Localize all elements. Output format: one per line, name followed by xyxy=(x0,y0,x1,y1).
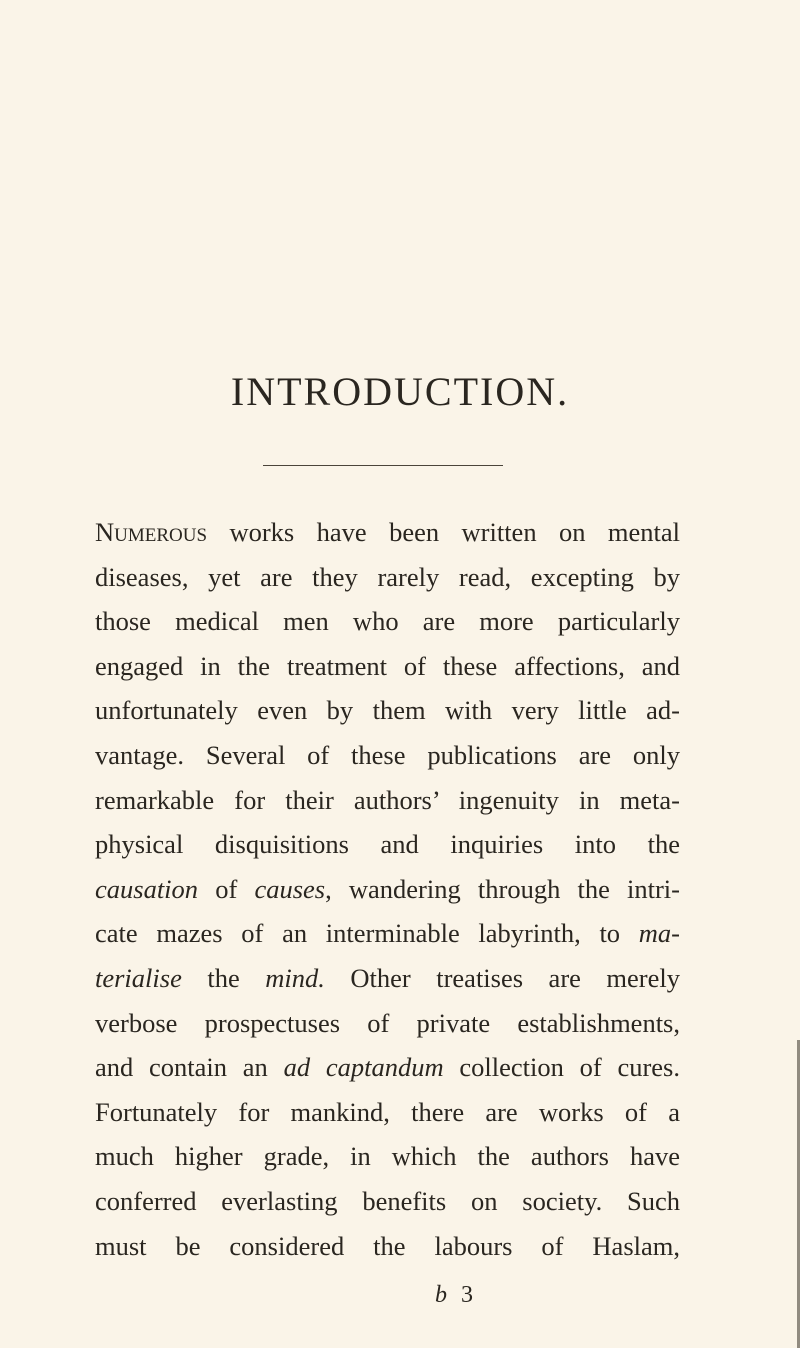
text-line xyxy=(95,1001,680,1046)
signature-letter: b xyxy=(435,1282,447,1308)
heading-rule xyxy=(263,465,503,466)
text-line xyxy=(95,1045,680,1090)
text-line xyxy=(95,599,680,644)
line-text: Other treatises are merely xyxy=(324,962,680,993)
line-text: cate mazes of an interminable labyrinth, to xyxy=(95,918,639,949)
line-text: those medical men who are more particularly xyxy=(95,606,680,637)
line-text: unfortunately even by them with very little ad- xyxy=(95,695,680,726)
line-text: physical disquisitions and inquiries into the xyxy=(95,829,680,860)
chapter-heading: INTRODUCTION. xyxy=(230,369,570,414)
line-text: conferred everlasting benefits on society. Such xyxy=(95,1185,680,1216)
line-text: much higher grade, in which the authors have xyxy=(95,1141,680,1172)
text-line xyxy=(95,510,680,555)
italic-text: ad captandum xyxy=(283,1052,444,1083)
text-line xyxy=(95,822,680,867)
text-line xyxy=(95,555,680,600)
text-line xyxy=(95,1134,680,1179)
text-line xyxy=(95,778,680,823)
line-text: must be considered the labours of Haslam, xyxy=(95,1230,680,1261)
line-text: the xyxy=(181,962,266,993)
text-line xyxy=(95,733,680,778)
line-text: , wandering through the intri- xyxy=(325,873,680,904)
text-line xyxy=(95,867,680,912)
line-text: and contain an xyxy=(95,1052,284,1083)
italic-text: mind. xyxy=(265,962,325,993)
line-text: collection of cures. xyxy=(443,1052,680,1083)
text-line xyxy=(95,1224,680,1269)
text-line xyxy=(95,956,680,1001)
signature-mark xyxy=(435,1282,473,1309)
text-line xyxy=(95,1179,680,1224)
italic-text: causation xyxy=(95,873,199,904)
italic-text: causes xyxy=(254,873,326,904)
text-line xyxy=(95,1090,680,1135)
italic-text: ma- xyxy=(638,918,680,949)
text-line xyxy=(95,688,680,733)
text-line xyxy=(95,644,680,689)
line-text: vantage. Several of these publications are only xyxy=(95,739,680,770)
text-line xyxy=(95,911,680,956)
body-paragraph xyxy=(95,510,680,1268)
signature-number: 3 xyxy=(461,1282,473,1308)
line-text: of xyxy=(198,873,255,904)
line-text: remarkable for their authors’ ingenuity in meta- xyxy=(95,784,680,815)
line-text: diseases, yet are they rarely read, excepting by xyxy=(95,561,680,592)
line-text: Fortunately for mankind, there are works of a xyxy=(95,1096,680,1127)
line-text: engaged in the treatment of these affections, and xyxy=(95,650,680,681)
opening-word: Numerous xyxy=(95,517,208,547)
line-text: verbose prospectuses of private establishments, xyxy=(95,1007,680,1038)
italic-text: terialise xyxy=(95,962,182,993)
line-text: works have been written on mental xyxy=(207,517,680,547)
